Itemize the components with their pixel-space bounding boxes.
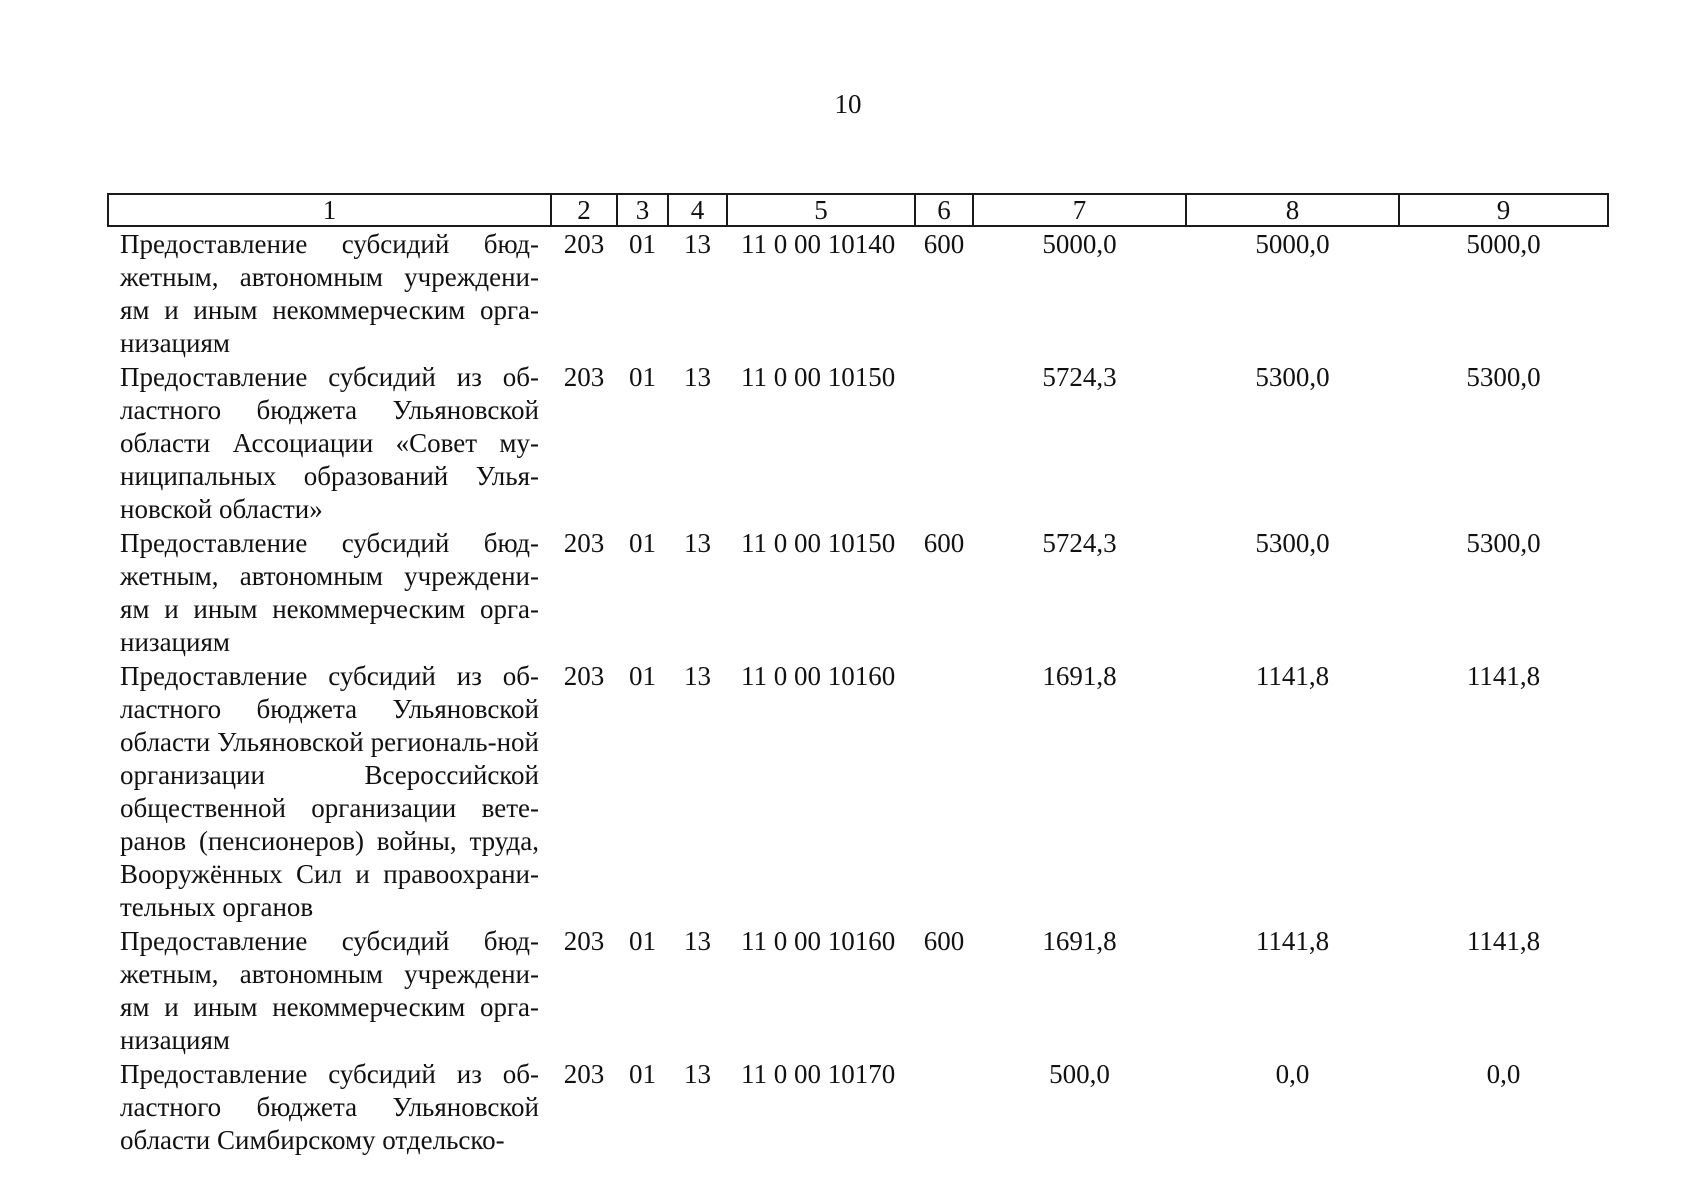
row-gr: 203 <box>563 528 605 558</box>
row-rz: 01 <box>629 1059 656 1089</box>
row-csr: 11 0 00 10150 <box>741 528 896 558</box>
row-amount-8: 0,0 <box>1275 1059 1310 1089</box>
table-row <box>108 226 1608 360</box>
table-row <box>108 924 1608 1057</box>
row-amount-8: 1141,8 <box>1255 926 1330 956</box>
row-csr: 11 0 00 10140 <box>741 229 896 259</box>
row-pr: 13 <box>684 1059 711 1089</box>
row-rz: 01 <box>629 926 656 956</box>
column-header: 9 <box>1399 194 1608 226</box>
row-description: Предоставление субсидий бюд-жетным, автономным учреждени-ям и иным некоммерческим орга-низациям <box>120 229 539 358</box>
row-rz: 01 <box>629 661 656 691</box>
column-header: 3 <box>617 194 668 226</box>
row-description: Предоставление субсидий из об-ластного бюджета Ульяновской области Симбирскому отдельско- <box>120 1059 539 1155</box>
column-header: 7 <box>973 194 1186 226</box>
row-description: Предоставление субсидий из об-ластного бюджета Ульяновской области Ульяновской региональ-ной организации Всероссийской общественной организации вете-ранов (пенсионеров) войны, труда, Вооружённых Сил и правоохрани-тельных органов <box>120 661 539 922</box>
row-pr: 13 <box>684 229 711 259</box>
row-amount-9: 5300,0 <box>1466 528 1541 558</box>
row-pr: 13 <box>684 362 711 392</box>
row-csr: 11 0 00 10160 <box>741 661 896 691</box>
row-gr: 203 <box>563 661 605 691</box>
row-gr: 203 <box>563 1059 605 1089</box>
row-vr <box>915 360 973 526</box>
row-amount-7: 500,0 <box>1049 1059 1110 1089</box>
row-description: Предоставление субсидий из об-ластного бюджета Ульяновской области Ассоциации «Совет му-ниципальных образований Улья-новской области» <box>120 362 539 524</box>
row-csr: 11 0 00 10150 <box>741 362 896 392</box>
row-amount-8: 5300,0 <box>1255 528 1330 558</box>
row-amount-7: 1691,8 <box>1042 661 1117 691</box>
page-number: 10 <box>834 89 862 119</box>
row-csr: 11 0 00 10160 <box>741 926 896 956</box>
row-gr: 203 <box>563 229 605 259</box>
table-row <box>108 360 1608 526</box>
column-header: 2 <box>551 194 617 226</box>
row-amount-7: 5724,3 <box>1042 528 1117 558</box>
table-row <box>108 526 1608 659</box>
row-amount-9: 5000,0 <box>1466 229 1541 259</box>
row-amount-7: 1691,8 <box>1042 926 1117 956</box>
row-amount-9: 1141,8 <box>1466 926 1541 956</box>
table-row <box>108 1057 1608 1157</box>
column-header: 8 <box>1186 194 1399 226</box>
row-amount-7: 5000,0 <box>1042 229 1117 259</box>
row-gr: 203 <box>563 362 605 392</box>
column-header: 5 <box>727 194 915 226</box>
row-description: Предоставление субсидий бюд-жетным, автономным учреждени-ям и иным некоммерческим орга-низациям <box>120 528 539 657</box>
row-rz: 01 <box>629 528 656 558</box>
row-gr: 203 <box>563 926 605 956</box>
column-header: 6 <box>915 194 973 226</box>
row-pr: 13 <box>684 661 711 691</box>
row-rz: 01 <box>629 229 656 259</box>
row-amount-9: 5300,0 <box>1466 362 1541 392</box>
column-header: 1 <box>108 194 551 226</box>
row-vr <box>915 659 973 924</box>
header-row <box>108 194 1608 226</box>
row-description: Предоставление субсидий бюд-жетным, автономным учреждени-ям и иным некоммерческим орга-низациям <box>120 926 539 1055</box>
row-vr: 600 <box>923 528 965 558</box>
row-csr: 11 0 00 10170 <box>741 1059 896 1089</box>
row-vr: 600 <box>923 229 965 259</box>
row-amount-7: 5724,3 <box>1042 362 1117 392</box>
table-row <box>108 659 1608 924</box>
row-amount-8: 5000,0 <box>1255 229 1330 259</box>
row-rz: 01 <box>629 362 656 392</box>
row-amount-9: 1141,8 <box>1466 661 1541 691</box>
row-vr <box>915 1057 973 1157</box>
row-pr: 13 <box>684 926 711 956</box>
budget-table <box>107 193 1609 1157</box>
row-vr: 600 <box>923 926 965 956</box>
column-header: 4 <box>668 194 727 226</box>
row-pr: 13 <box>684 528 711 558</box>
row-amount-9: 0,0 <box>1486 1059 1521 1089</box>
row-amount-8: 1141,8 <box>1255 661 1330 691</box>
row-amount-8: 5300,0 <box>1255 362 1330 392</box>
